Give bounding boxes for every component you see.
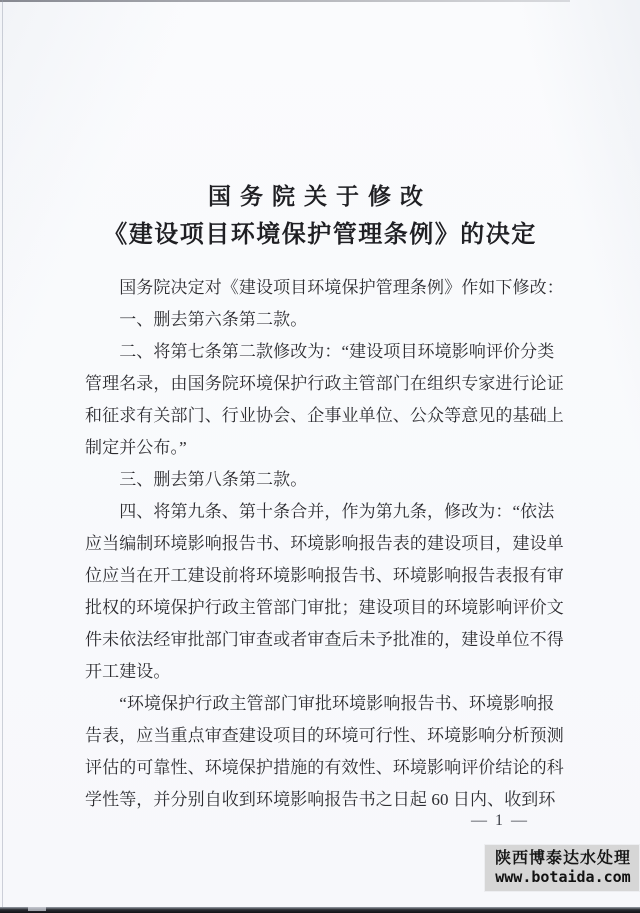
body-line: 评估的可靠性、环境保护措施的有效性、环境影响评价结论的科 bbox=[85, 758, 564, 777]
scan-left-edge bbox=[2, 0, 3, 913]
scan-top-edge bbox=[0, 0, 570, 2]
body-line: 制定并公布。” bbox=[85, 438, 187, 457]
body-line: 件未依法经审批部门审查或者审查后未予批准的，建设单位不得 bbox=[85, 630, 564, 649]
watermark-badge bbox=[485, 845, 639, 891]
body-line: 管理名录，由国务院环境保护行政主管部门在组织专家进行论证 bbox=[85, 374, 564, 393]
body-line: 三、删去第八条第二款。 bbox=[85, 470, 308, 489]
document-title-line1: 国务院关于修改 bbox=[208, 184, 432, 209]
scan-bottom-edge bbox=[0, 907, 640, 913]
body-line: 学性等，并分别自收到环境影响报告书之日起 60 日内、收到环 bbox=[85, 790, 556, 809]
watermark-url: www.botaida.com bbox=[495, 868, 631, 886]
body-line: 批权的环境保护行政主管部门审批；建设项目的环境影响评价文 bbox=[85, 598, 564, 617]
body-line: 和征求有关部门、行业协会、企事业单位、公众等意见的基础上 bbox=[85, 406, 564, 425]
body-line: “环境保护行政主管部门审批环境影响报告书、环境影响报 bbox=[85, 694, 555, 713]
page-number: — 1 — bbox=[471, 812, 529, 829]
body-line: 国务院决定对《建设项目环境保护管理条例》作如下修改： bbox=[85, 278, 564, 297]
watermark-company-name: 陕西博泰达水处理 bbox=[494, 850, 631, 867]
body-line: 四、将第九条、第十条合并，作为第九条，修改为：“依法 bbox=[85, 502, 555, 521]
body-line: 开工建设。 bbox=[85, 662, 171, 681]
scan-bottom-notch bbox=[28, 907, 46, 911]
body-line: 二、将第七条第二款修改为：“建设项目环境影响评价分类 bbox=[85, 342, 555, 361]
body-line: 告表，应当重点审查建设项目的环境可行性、环境影响分析预测 bbox=[85, 726, 564, 745]
body-line: 应当编制环境影响报告书、环境影响报告表的建设项目，建设单 bbox=[85, 534, 564, 553]
document-body bbox=[85, 272, 571, 816]
document-title-line2: 《建设项目环境保护管理条例》的决定 bbox=[103, 222, 537, 248]
body-line: 一、删去第六条第二款。 bbox=[85, 310, 308, 329]
body-line: 位应当在开工建设前将环境影响报告书、环境影响报告表报有审 bbox=[85, 566, 564, 585]
